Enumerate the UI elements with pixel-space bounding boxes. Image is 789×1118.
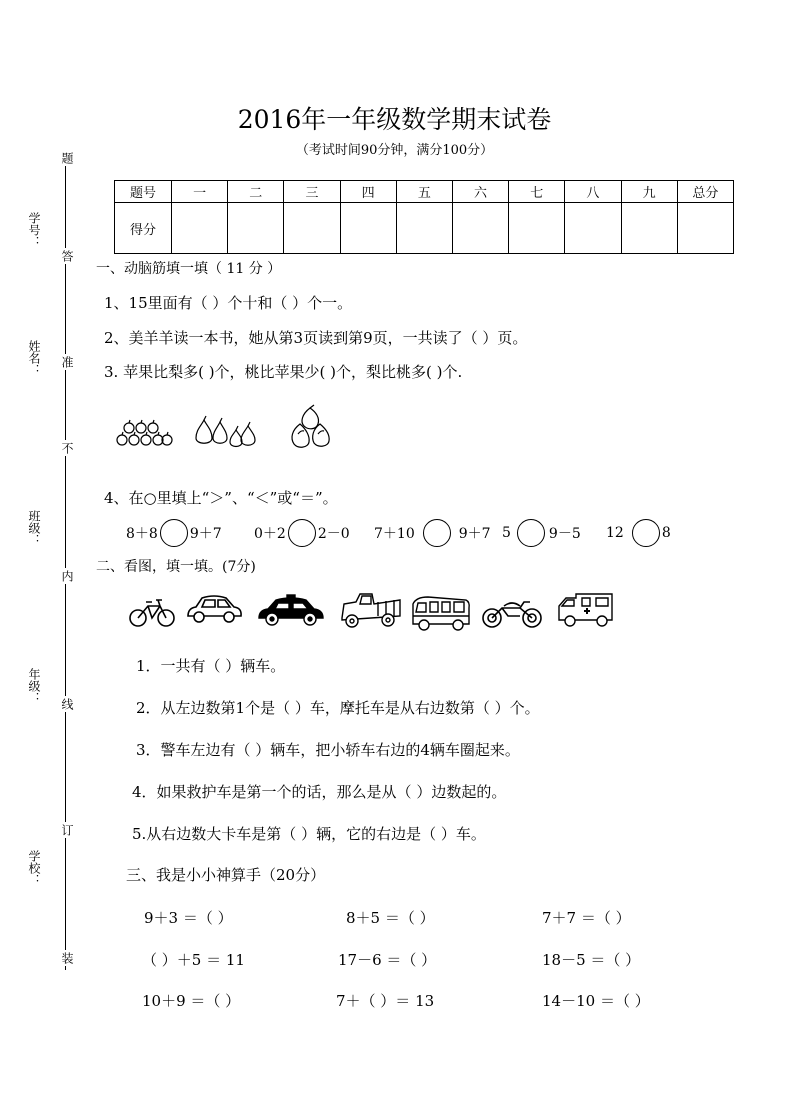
score-cell[interactable] [340, 203, 396, 254]
section1-heading: 一、动脑筋填一填（ 11 分 ） [96, 261, 282, 277]
calc-item: （ ）＋5 ＝ 11 [142, 951, 245, 969]
binding-char: 装 [60, 952, 74, 964]
score-table-column: 总分 [677, 181, 733, 203]
binding-char: 答 [60, 250, 74, 262]
score-table-column: 八 [565, 181, 621, 203]
grade-label: 年级： [27, 668, 41, 704]
motorcycle-icon [480, 594, 546, 630]
compare-circle[interactable] [160, 519, 188, 547]
section2-heading: 二、看图，填一填。(7分) [96, 559, 256, 575]
question-2-3: 3．警车左边有（ ）辆车，把小轿车右边的4辆车圈起来。 [136, 741, 520, 759]
calc-item: 7＋（ ）＝ 13 [336, 992, 435, 1010]
score-table-column: 三 [284, 181, 340, 203]
exam-subtitle: （考试时间90分钟，满分100分） [295, 143, 494, 158]
comparison-left: 8＋8 [126, 526, 158, 542]
score-cell[interactable] [621, 203, 677, 254]
comparison-right: 8 [661, 525, 671, 541]
calc-item: 10＋9 ＝（ ） [142, 992, 241, 1010]
comparison-right: 9＋7 [189, 526, 222, 542]
compare-circle[interactable] [517, 519, 545, 547]
ambulance-icon [556, 590, 616, 632]
score-table-score-label: 得分 [115, 203, 172, 254]
compare-circle[interactable] [288, 519, 316, 547]
page-title: 2016年一年级数学期末试卷 [237, 105, 552, 134]
score-cell[interactable] [565, 203, 621, 254]
score-table-column: 一 [172, 181, 228, 203]
question-2-2: 2．从左边数第1个是（ ）车，摩托车是从右边数第（ ）个。 [136, 699, 540, 717]
score-cell[interactable] [172, 203, 228, 254]
question-2-1: 1．一共有（ ）辆车。 [136, 657, 286, 675]
question-2-5: 5.从右边数大卡车是第（ ）辆，它的右边是（ ）车。 [132, 825, 486, 843]
comparison-left: 5 [502, 525, 511, 541]
score-table-column: 四 [340, 181, 396, 203]
question-1-3: 3. 苹果比梨多( )个，桃比苹果少( )个，梨比桃多( )个. [104, 363, 463, 381]
comparison-right: 2－0 [317, 526, 350, 542]
calc-item: 8＋5 ＝（ ） [346, 909, 435, 927]
student-id-label: 学号： [27, 212, 41, 248]
score-table-column: 九 [621, 181, 677, 203]
comparison-right: 9＋7 [458, 526, 491, 542]
score-table-column: 六 [452, 181, 508, 203]
score-cell[interactable] [677, 203, 733, 254]
question-2-4: 4．如果救护车是第一个的话，那么是从（ ）边数起的。 [132, 783, 507, 801]
binding-char: 线 [60, 698, 74, 710]
pear-group-icon [192, 412, 260, 452]
class-label: 班级： [27, 510, 41, 546]
binding-char: 订 [60, 824, 74, 836]
apple-group-icon [114, 416, 174, 452]
calc-item: 17－6 ＝（ ） [338, 951, 437, 969]
score-cell[interactable] [452, 203, 508, 254]
score-cell[interactable] [396, 203, 452, 254]
comparison-2 [254, 519, 350, 547]
comparison-left: 0＋2 [254, 526, 286, 542]
calc-item: 14－10 ＝（ ） [542, 992, 650, 1010]
calc-item: 9＋3 ＝（ ） [144, 909, 233, 927]
binding-char: 内 [60, 570, 74, 582]
school-label: 学校： [27, 850, 41, 886]
score-table [114, 180, 734, 254]
calc-item: 18－5 ＝（ ） [542, 951, 641, 969]
comparison-left: 7＋10 [374, 526, 415, 542]
comparison-right: 9－5 [548, 526, 581, 542]
score-table-column: 五 [396, 181, 452, 203]
score-cell[interactable] [284, 203, 340, 254]
binding-line [65, 150, 66, 970]
score-table-column: 二 [228, 181, 284, 203]
score-table-header-label: 题号 [115, 181, 172, 203]
bicycle-icon [128, 594, 176, 630]
comparison-1 [126, 519, 222, 547]
bus-icon [410, 594, 472, 634]
question-1-2: 2、美羊羊读一本书，她从第3页读到第9页，一共读了（ ）页。 [104, 329, 528, 347]
score-cell[interactable] [228, 203, 284, 254]
comparison-5 [606, 519, 671, 547]
car-icon [184, 592, 244, 626]
binding-char: 题 [60, 152, 74, 164]
peach-group-icon [288, 404, 332, 452]
binding-char: 准 [60, 356, 74, 368]
score-cell[interactable] [509, 203, 565, 254]
question-1-4: 4、在○里填上“＞”、“＜”或“＝”。 [104, 489, 338, 507]
comparison-left: 12 [606, 525, 624, 541]
compare-circle[interactable] [632, 519, 660, 547]
score-table-column: 七 [509, 181, 565, 203]
section3-heading: 三、我是小小神算手（20分） [126, 866, 326, 884]
calc-item: 7＋7 ＝（ ） [542, 909, 631, 927]
question-1-1: 1、15里面有（ ）个十和（ ）个一。 [104, 294, 353, 312]
binding-char: 不 [60, 442, 74, 454]
comparison-3 [374, 519, 491, 547]
name-label: 姓名： [27, 340, 41, 376]
compare-circle[interactable] [423, 519, 451, 547]
comparison-4 [502, 519, 581, 547]
truck-icon [338, 590, 404, 632]
police-car-icon [256, 594, 326, 628]
